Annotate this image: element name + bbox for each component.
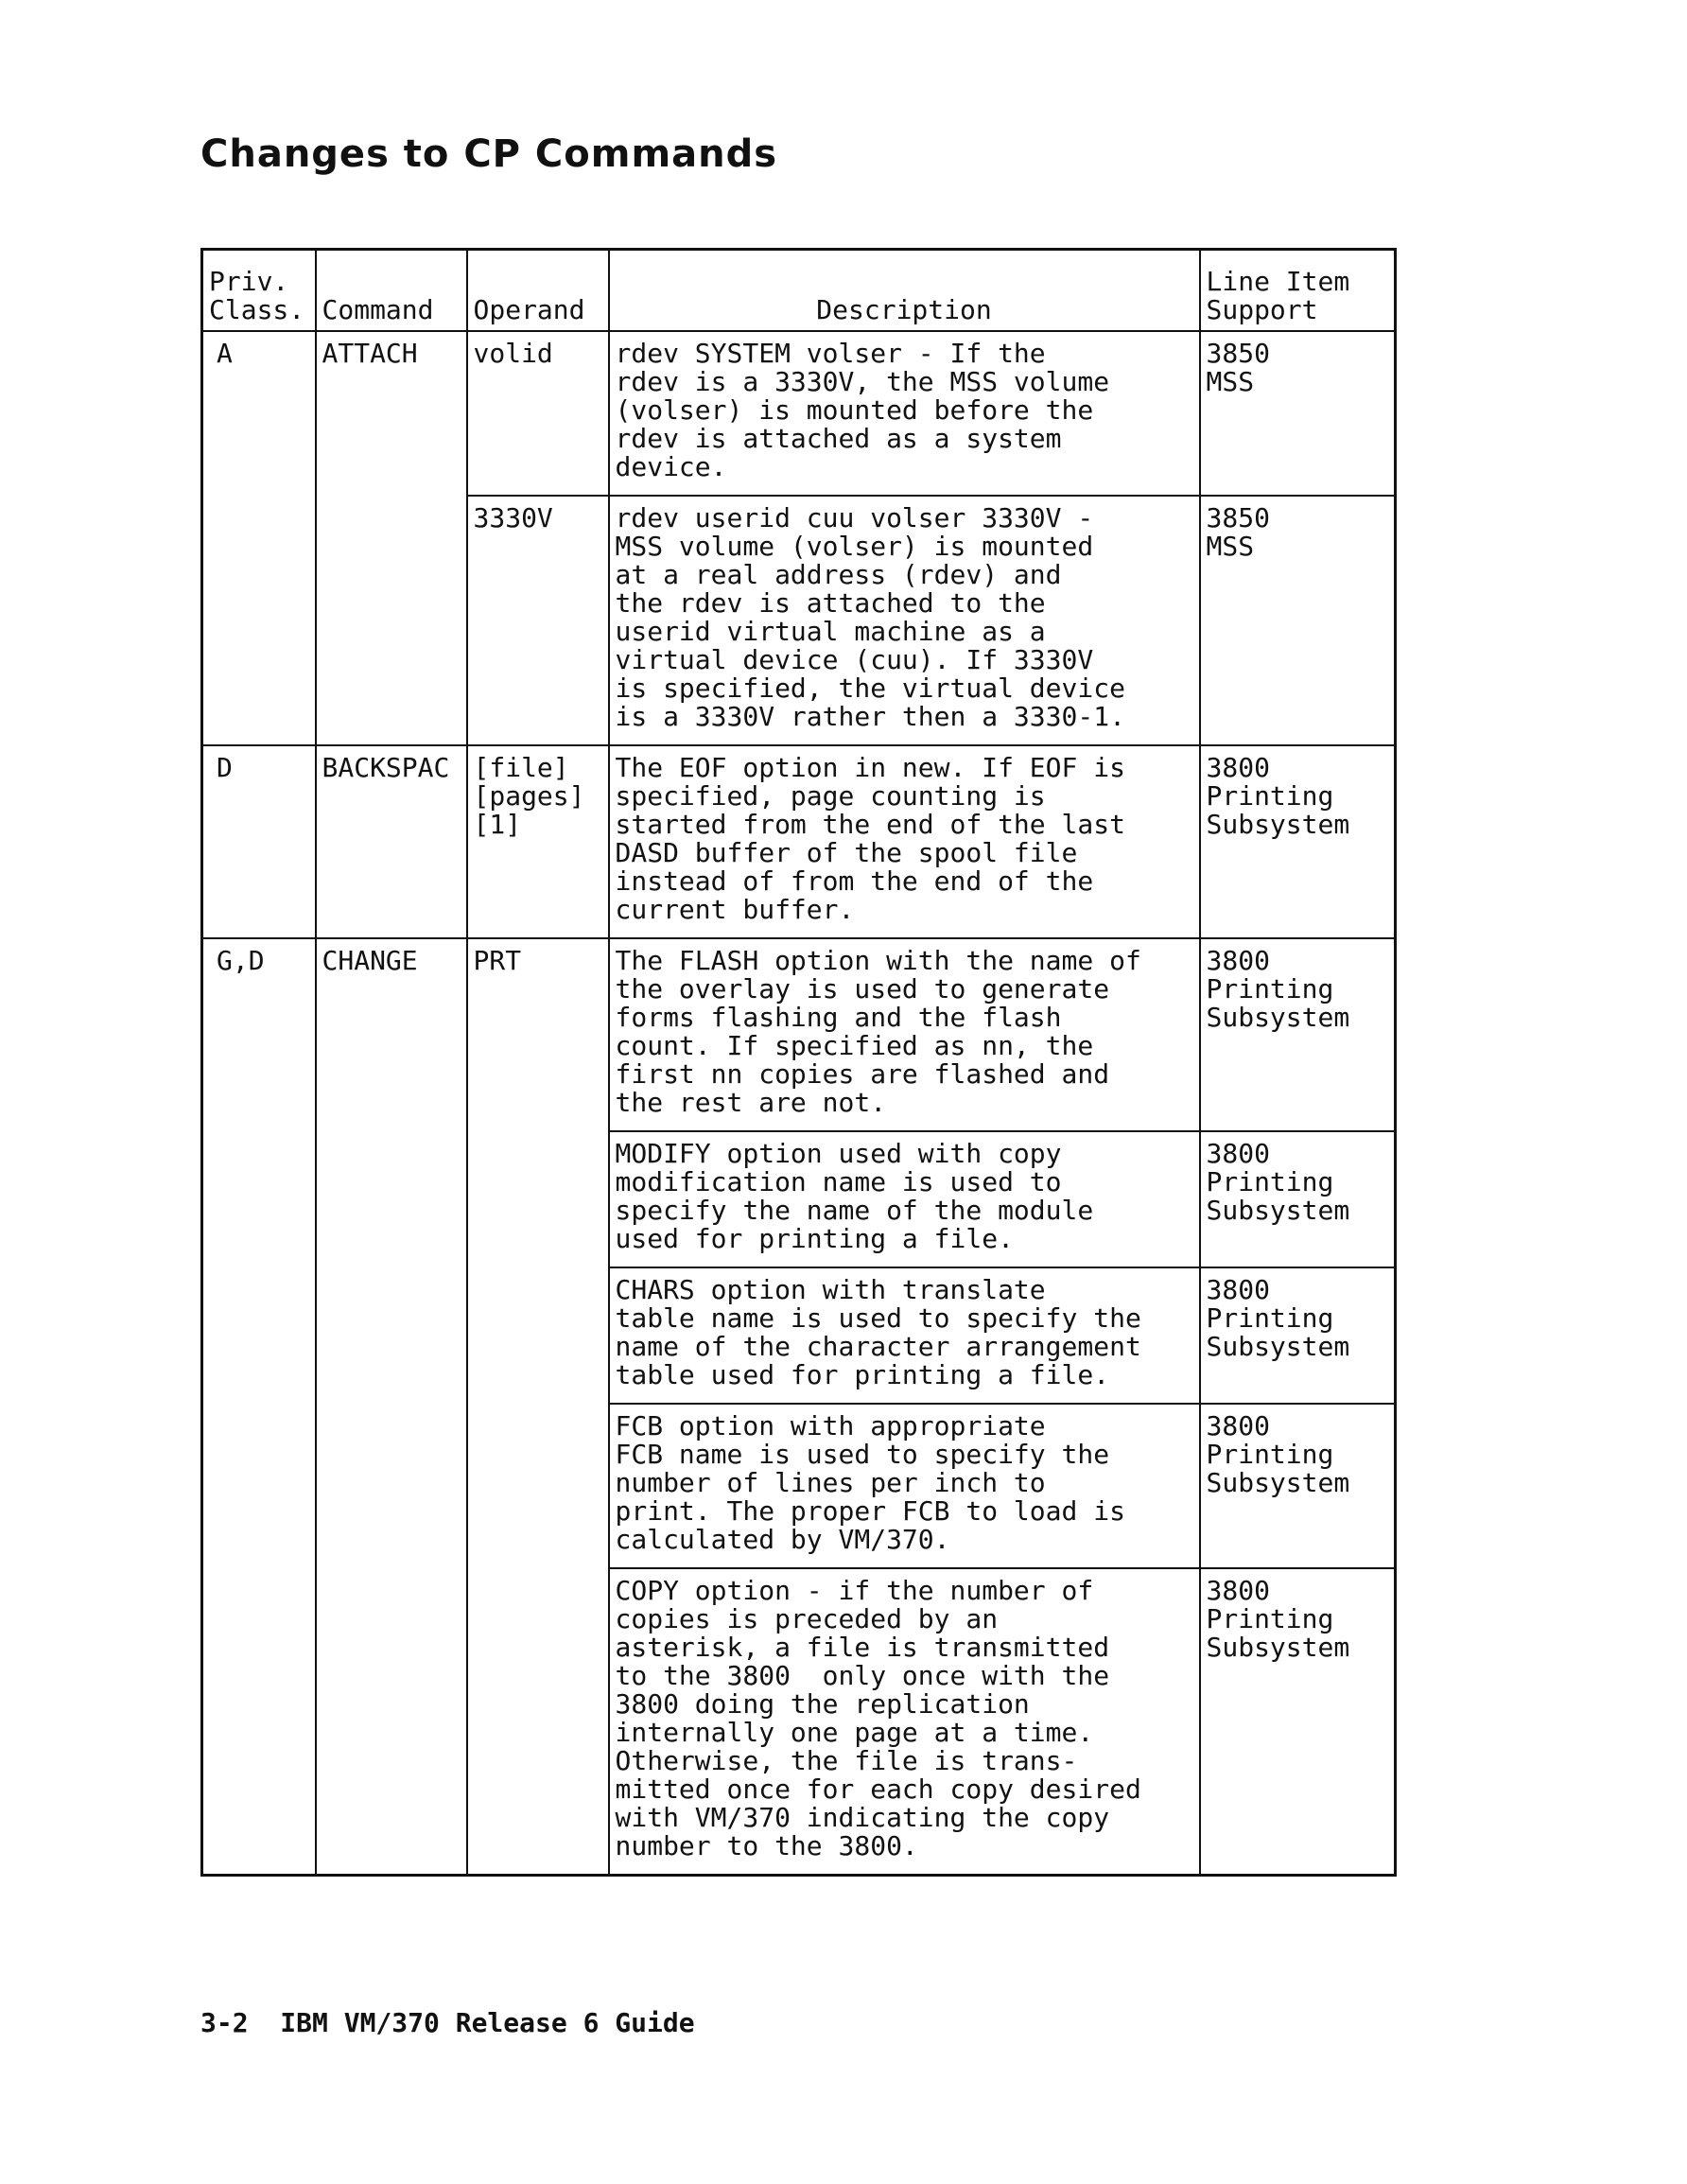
operand-cell: PRT bbox=[467, 938, 609, 1876]
support-cell: 3850 MSS bbox=[1200, 496, 1396, 745]
support-cell: 3800 Printing Subsystem bbox=[1200, 1568, 1396, 1876]
header-operand: Operand bbox=[467, 250, 609, 332]
description-cell: rdev userid cuu volser 3330V - MSS volume (volser) is mounted at a real address (rdev) and the rdev is attached to the userid virtual machine as a virtual device (cuu). If 3330V is specified, the virtual device is a 3330V rather then a 3330-1. bbox=[609, 496, 1200, 745]
table-row bbox=[202, 938, 1396, 1131]
description-cell: FCB option with appropriate FCB name is used to specify the number of lines per inch to print. The proper FCB to load is calculated by VM/370. bbox=[609, 1404, 1200, 1568]
description-cell: rdev SYSTEM volser - If the rdev is a 3330V, the MSS volume (volser) is mounted before the rdev is attached as a system device. bbox=[609, 331, 1200, 496]
support-cell: 3800 Printing Subsystem bbox=[1200, 938, 1396, 1131]
page-footer: 3-2 IBM VM/370 Release 6 Guide bbox=[200, 2007, 695, 2038]
table-header-row bbox=[202, 250, 1396, 332]
table-row bbox=[202, 745, 1396, 938]
description-cell: CHARS option with translate table name is used to specify the name of the character arrangement table used for printing a file. bbox=[609, 1267, 1200, 1404]
command-cell: BACKSPAC bbox=[316, 745, 467, 938]
support-cell: 3850 MSS bbox=[1200, 331, 1396, 496]
support-cell: 3800 Printing Subsystem bbox=[1200, 1131, 1396, 1267]
command-cell: CHANGE bbox=[316, 938, 467, 1876]
operand-cell: [file] [pages] [1] bbox=[467, 745, 609, 938]
description-cell: The EOF option in new. If EOF is specified, page counting is started from the end of the last DASD buffer of the spool file instead of from the end of the current buffer. bbox=[609, 745, 1200, 938]
support-cell: 3800 Printing Subsystem bbox=[1200, 745, 1396, 938]
operand-cell: volid bbox=[467, 331, 609, 496]
header-command: Command bbox=[316, 250, 467, 332]
support-cell: 3800 Printing Subsystem bbox=[1200, 1267, 1396, 1404]
table-row bbox=[202, 331, 1396, 496]
priv-class-cell: A bbox=[202, 331, 316, 745]
description-cell: The FLASH option with the name of the overlay is used to generate forms flashing and the flash count. If specified as nn, the first nn copies are flashed and the rest are not. bbox=[609, 938, 1200, 1131]
description-cell: COPY option - if the number of copies is preceded by an asterisk, a file is transmitted to the 3800 only once with the 3800 doing the replication internally one page at a time. Otherwise, the file is trans- mitted once for each copy desired with VM/370 indicating the copy number to the 3800. bbox=[609, 1568, 1200, 1876]
command-cell: ATTACH bbox=[316, 331, 467, 745]
priv-class-cell: G,D bbox=[202, 938, 316, 1876]
priv-class-cell: D bbox=[202, 745, 316, 938]
support-cell: 3800 Printing Subsystem bbox=[1200, 1404, 1396, 1568]
description-cell: MODIFY option used with copy modification name is used to specify the name of the module used for printing a file. bbox=[609, 1131, 1200, 1267]
header-line-item-support: Line Item Support bbox=[1200, 250, 1396, 332]
header-priv-class: Priv. Class. bbox=[202, 250, 316, 332]
page-title: Changes to CP Commands bbox=[200, 132, 778, 176]
header-description: Description bbox=[609, 250, 1200, 332]
cp-commands-table bbox=[200, 248, 1397, 1877]
operand-cell: 3330V bbox=[467, 496, 609, 745]
